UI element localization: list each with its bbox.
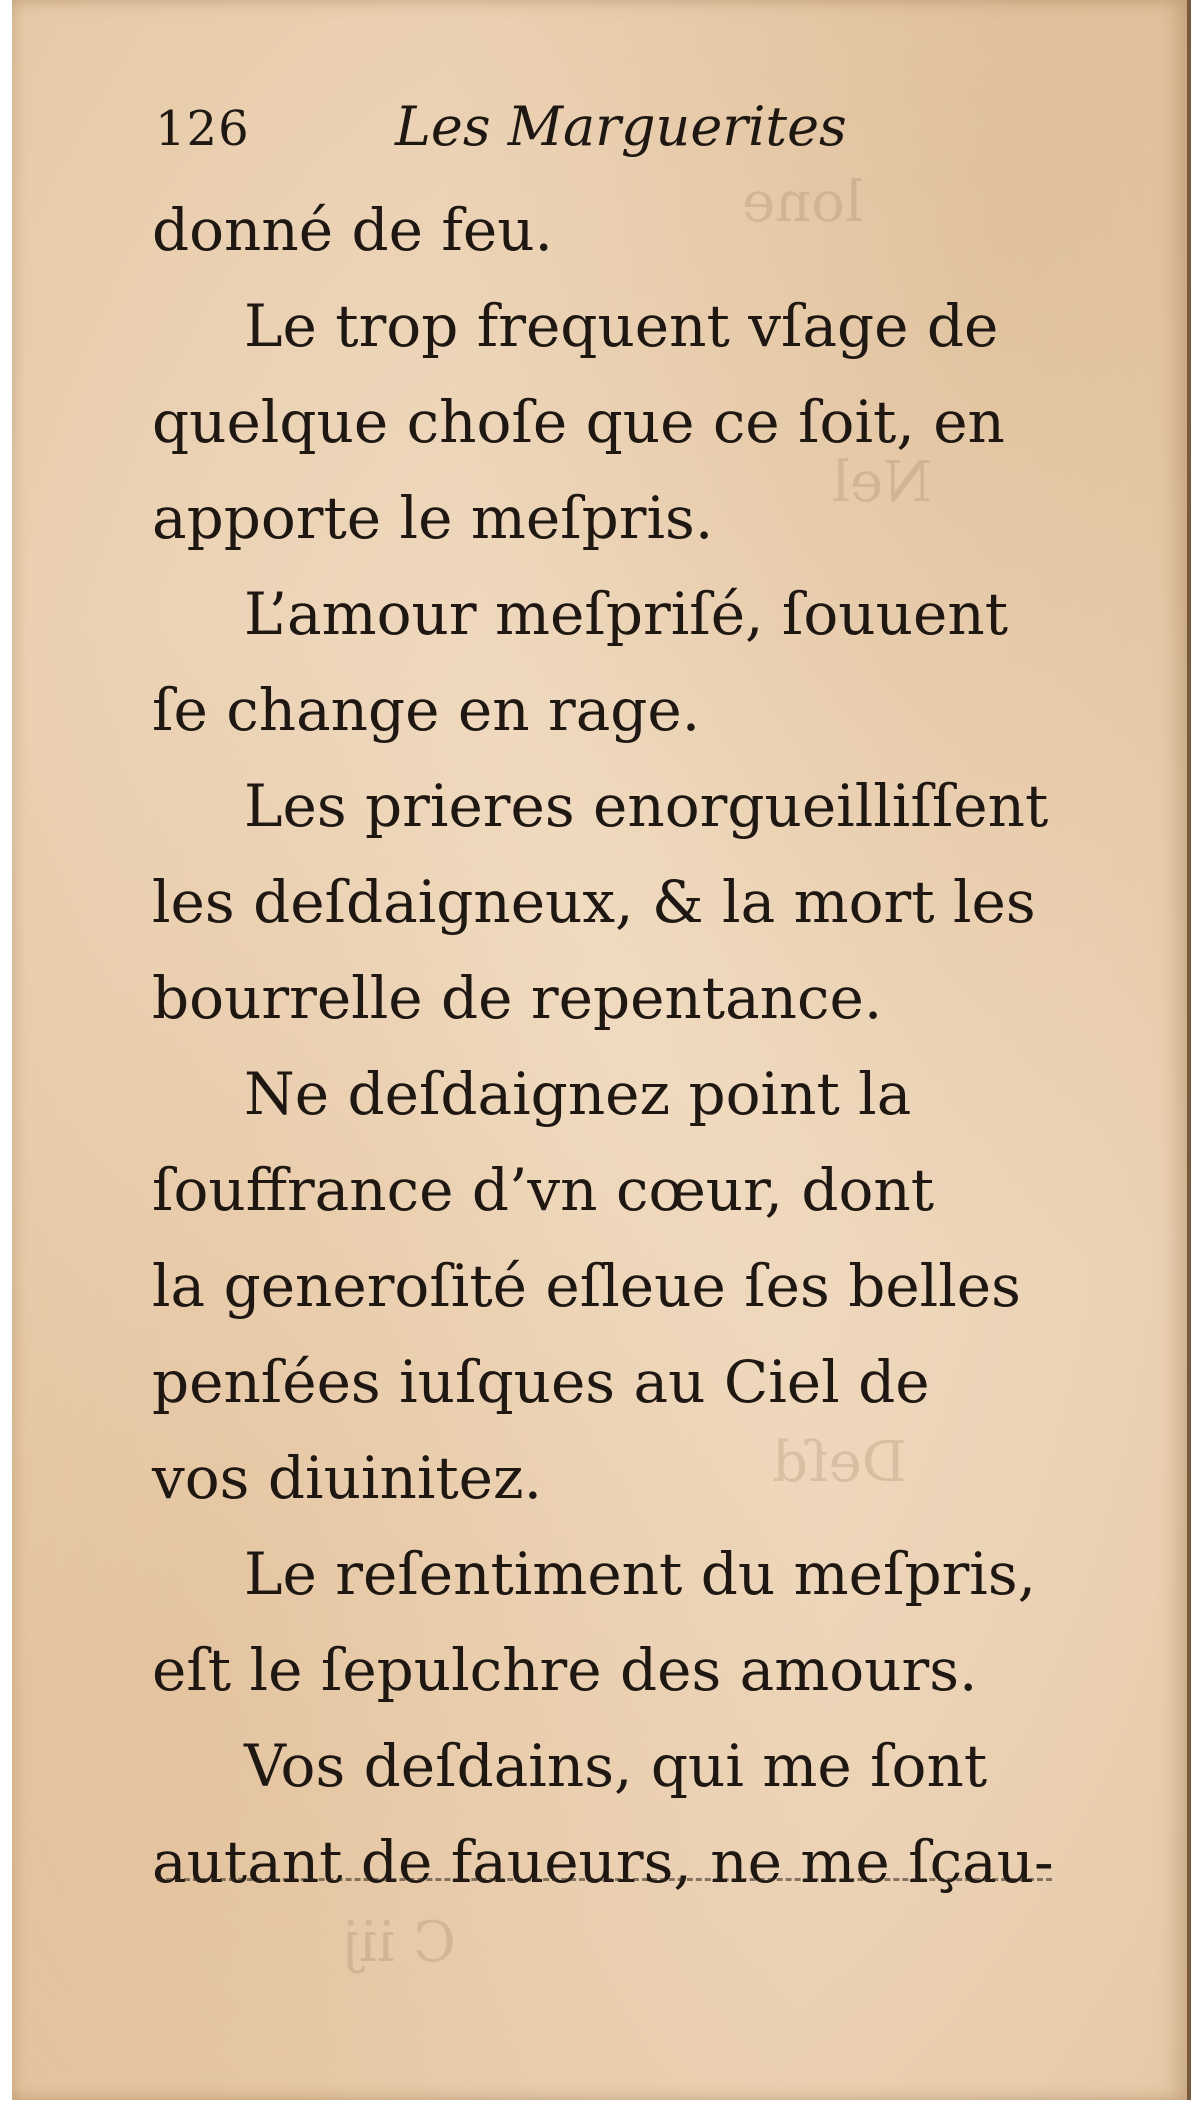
text-line: autant de faueurs, ne me ſçau- (152, 1828, 1054, 1896)
text-line: les deſdaigneux, & la mort les (152, 868, 1036, 936)
show-through-bleed-4: C iij (342, 1910, 456, 1975)
text-line: Le trop frequent vſage de (244, 292, 999, 360)
text-line: bourrelle de repentance. (152, 964, 883, 1032)
text-line: Le reſentiment du meſpris, (244, 1540, 1037, 1608)
show-through-bleed-1: lone (742, 170, 863, 235)
text-line: quelque choſe que ce ſoit, en (152, 388, 1005, 456)
text-line: vos diuinitez. (152, 1444, 542, 1512)
text-line: L’amour meſpriſé, ſouuent (244, 580, 1008, 648)
text-line: Ne deſdaignez point la (244, 1060, 912, 1128)
text-line: ſe change en rage. (152, 676, 701, 744)
body-text (152, 182, 1052, 1910)
text-line: eſt le ſepulchre des amours. (152, 1636, 978, 1704)
page-number: 126 (155, 101, 250, 157)
text-line: Les prieres enorgueilliſſent (244, 772, 1049, 840)
page-header (155, 95, 855, 175)
text-line: ſouffrance d’vn cœur, dont (152, 1156, 935, 1224)
text-line: la generoſité eſleue ſes belles (152, 1252, 1021, 1320)
text-line: penſées iuſques au Ciel de (152, 1348, 930, 1416)
bottom-rule (157, 1878, 1052, 1881)
text-line: donné de feu. (152, 196, 553, 264)
running-title: Les Marguerites (395, 95, 847, 158)
text-line: apporte le meſpris. (152, 484, 714, 552)
text-line: Vos deſdains, qui me ſont (244, 1732, 988, 1800)
show-through-bleed-3: Deſd (772, 1430, 907, 1495)
show-through-bleed-2: Nel (832, 450, 933, 515)
book-page (12, 0, 1191, 2100)
